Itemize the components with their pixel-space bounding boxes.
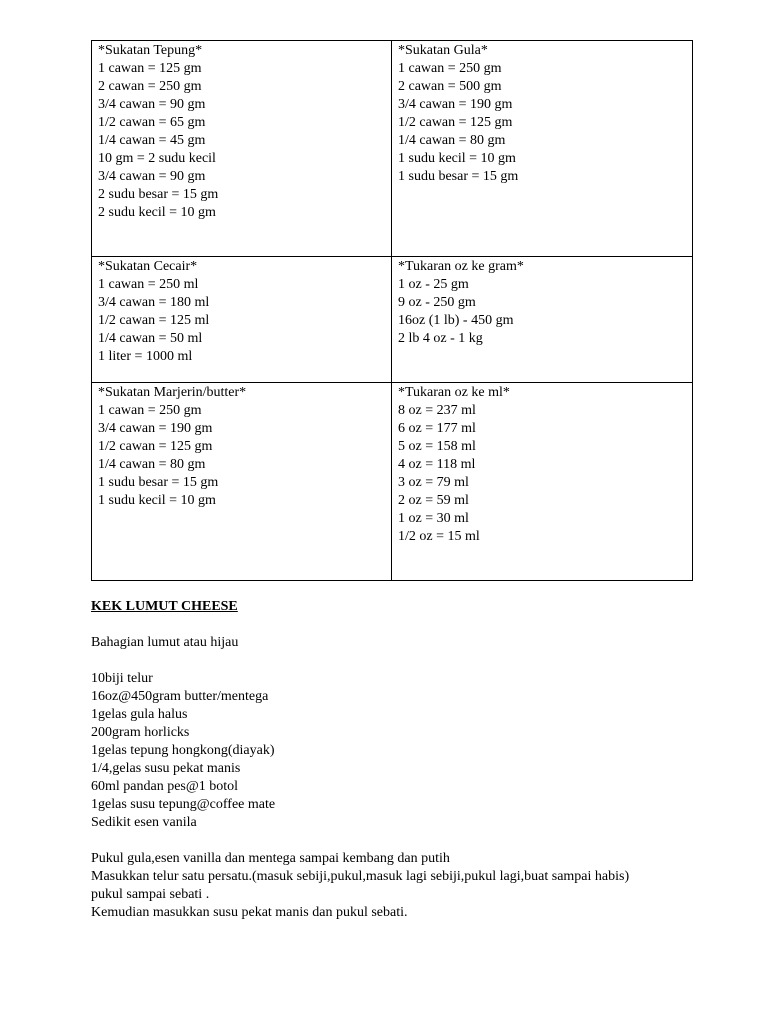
conversion-line: 3/4 cawan = 90 gm <box>98 97 206 112</box>
conversion-line: 3/4 cawan = 190 gm <box>98 421 213 436</box>
conversion-line: 1 sudu besar = 15 gm <box>98 475 219 490</box>
conversion-line: 1 cawan = 250 ml <box>98 277 199 292</box>
cell-heading: *Tukaran oz ke gram* <box>398 259 524 274</box>
conversion-table <box>91 40 693 581</box>
conversion-line: 1/4 cawan = 50 ml <box>98 331 203 346</box>
conversion-line: 1 sudu kecil = 10 gm <box>98 493 216 508</box>
ingredient-item: 16oz@450gram butter/mentega <box>91 689 269 704</box>
conversion-line: 1 cawan = 125 gm <box>98 61 202 76</box>
table-cell <box>392 383 693 581</box>
cell-heading: *Sukatan Tepung* <box>98 43 203 58</box>
method-line: Pukul gula,esen vanilla dan mentega sampai kembang dan putih <box>91 851 450 866</box>
conversion-line: 4 oz = 118 ml <box>398 457 476 472</box>
conversion-line: 1/2 cawan = 65 gm <box>98 115 206 130</box>
conversion-line: 2 sudu besar = 15 gm <box>98 187 219 202</box>
method-line: pukul sampai sebati . <box>91 887 210 902</box>
recipe-title: KEK LUMUT CHEESE <box>91 599 238 614</box>
conversion-line: 1 oz - 25 gm <box>398 277 469 292</box>
method-line: Masukkan telur satu persatu.(masuk sebiji,pukul,masuk lagi sebiji,pukul lagi,buat sampai habis) <box>91 869 630 884</box>
conversion-line: 3/4 cawan = 180 ml <box>98 295 210 310</box>
table-cell <box>392 257 693 383</box>
conversion-line: 2 cawan = 250 gm <box>98 79 202 94</box>
ingredient-item: 1gelas gula halus <box>91 707 188 722</box>
conversion-line: 16oz (1 lb) - 450 gm <box>398 313 514 328</box>
conversion-line: 1/2 cawan = 125 ml <box>98 313 210 328</box>
conversion-line: 1 cawan = 250 gm <box>98 403 202 418</box>
cell-heading: *Sukatan Marjerin/butter* <box>98 385 247 400</box>
conversion-line: 3/4 cawan = 90 gm <box>98 169 206 184</box>
method-line: Kemudian masukkan susu pekat manis dan pukul sebati. <box>91 905 408 920</box>
conversion-line: 2 sudu kecil = 10 gm <box>98 205 216 220</box>
cell-heading: *Sukatan Gula* <box>398 43 488 58</box>
conversion-line: 2 oz = 59 ml <box>398 493 469 508</box>
conversion-line: 1/2 oz = 15 ml <box>398 529 480 544</box>
ingredient-item: 10biji telur <box>91 671 153 686</box>
conversion-line: 1/4 cawan = 80 gm <box>98 457 206 472</box>
conversion-line: 1 cawan = 250 gm <box>398 61 502 76</box>
conversion-line: 3/4 cawan = 190 gm <box>398 97 513 112</box>
conversion-line: 1/4 cawan = 80 gm <box>398 133 506 148</box>
conversion-line: 2 cawan = 500 gm <box>398 79 502 94</box>
conversion-line: 5 oz = 158 ml <box>398 439 476 454</box>
ingredient-item: 200gram horlicks <box>91 725 190 740</box>
conversion-line: 1/4 cawan = 45 gm <box>98 133 206 148</box>
table-cell <box>92 383 392 581</box>
ingredient-item: 60ml pandan pes@1 botol <box>91 779 239 794</box>
table-row <box>92 41 693 257</box>
cell-heading: *Sukatan Cecair* <box>98 259 198 274</box>
conversion-line: 1 liter = 1000 ml <box>98 349 193 364</box>
table-cell <box>92 41 392 257</box>
recipe-section <box>91 598 691 922</box>
conversion-line: 1/2 cawan = 125 gm <box>398 115 513 130</box>
conversion-line: 3 oz = 79 ml <box>398 475 469 490</box>
conversion-line: 9 oz - 250 gm <box>398 295 476 310</box>
ingredient-list <box>91 670 691 832</box>
conversion-line: 1 sudu kecil = 10 gm <box>398 151 516 166</box>
table-row <box>92 257 693 383</box>
conversion-line: 10 gm = 2 sudu kecil <box>98 151 216 166</box>
conversion-line: 6 oz = 177 ml <box>398 421 476 436</box>
ingredient-item: Sedikit esen vanila <box>91 815 197 830</box>
method-steps <box>91 850 691 922</box>
table-cell <box>92 257 392 383</box>
conversion-line: 1 oz = 30 ml <box>398 511 469 526</box>
ingredient-item: 1/4,gelas susu pekat manis <box>91 761 241 776</box>
table-cell <box>392 41 693 257</box>
recipe-subtitle: Bahagian lumut atau hijau <box>91 635 239 650</box>
ingredient-item: 1gelas susu tepung@coffee mate <box>91 797 276 812</box>
table-row <box>92 383 693 581</box>
conversion-line: 8 oz = 237 ml <box>398 403 476 418</box>
conversion-line: 1 sudu besar = 15 gm <box>398 169 519 184</box>
conversion-line: 1/2 cawan = 125 gm <box>98 439 213 454</box>
ingredient-item: 1gelas tepung hongkong(diayak) <box>91 743 275 758</box>
conversion-line: 2 lb 4 oz - 1 kg <box>398 331 483 346</box>
cell-heading: *Tukaran oz ke ml* <box>398 385 510 400</box>
